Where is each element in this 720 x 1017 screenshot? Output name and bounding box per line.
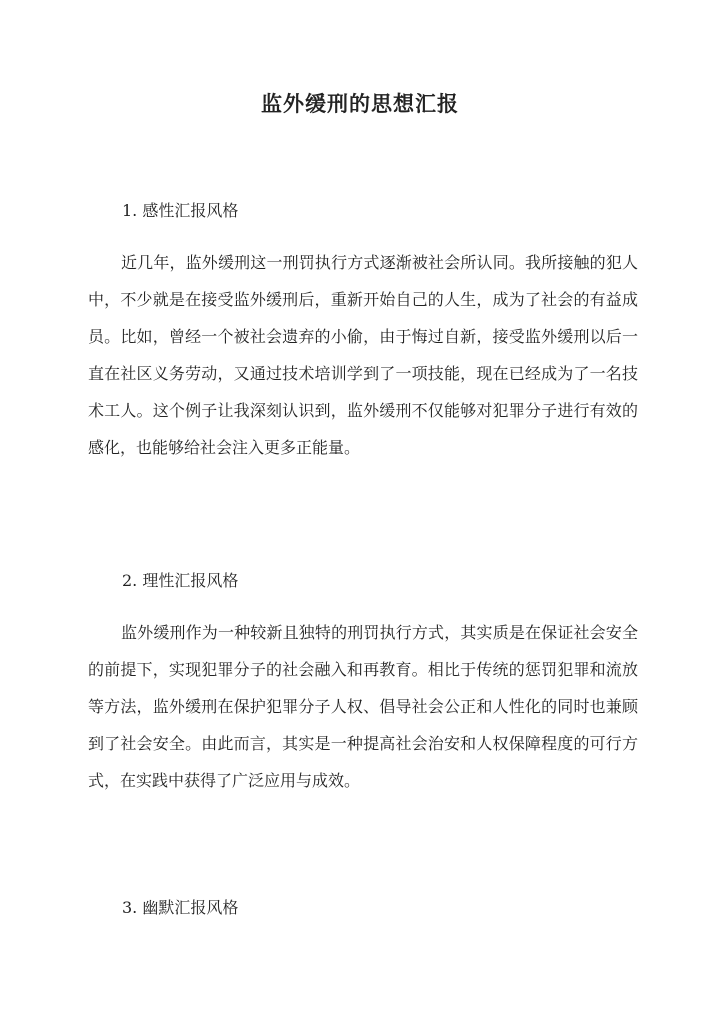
section-heading-1: 1. 感性汇报风格 [122, 201, 239, 220]
section-heading-2: 2. 理性汇报风格 [122, 571, 239, 590]
section-heading-3: 3. 幽默汇报风格 [122, 898, 239, 917]
page-title: 监外缓刑的思想汇报 [261, 91, 459, 116]
section-paragraph-1: 近几年，监外缓刑这一刑罚执行方式逐渐被社会所认同。我所接触的犯人中，不少就是在接受监外缓刑后，重新开始自己的人生，成为了社会的有益成员。比如，曾经一个被社会遗弃的小偷，由于悔过自新，接受监外缓刑以后一直在社区义务劳动，又通过技术培训学到了一项技能，现在已经成为了一名技术工人。这个例子让我深刻认识到，监外缓刑不仅能够对犯罪分子进行有效的感化，也能够给社会注入更多正能量。 [88, 253, 638, 457]
section-paragraph-2: 监外缓刑作为一种较新且独特的刑罚执行方式，其实质是在保证社会安全的前提下，实现犯罪分子的社会融入和再教育。相比于传统的惩罚犯罪和流放等方法，监外缓刑在保护犯罪分子人权、倡导社会公正和人性化的同时也兼顾到了社会安全。由此而言，其实是一种提高社会治安和人权保障程度的可行方式，在实践中获得了广泛应用与成效。 [88, 623, 638, 790]
